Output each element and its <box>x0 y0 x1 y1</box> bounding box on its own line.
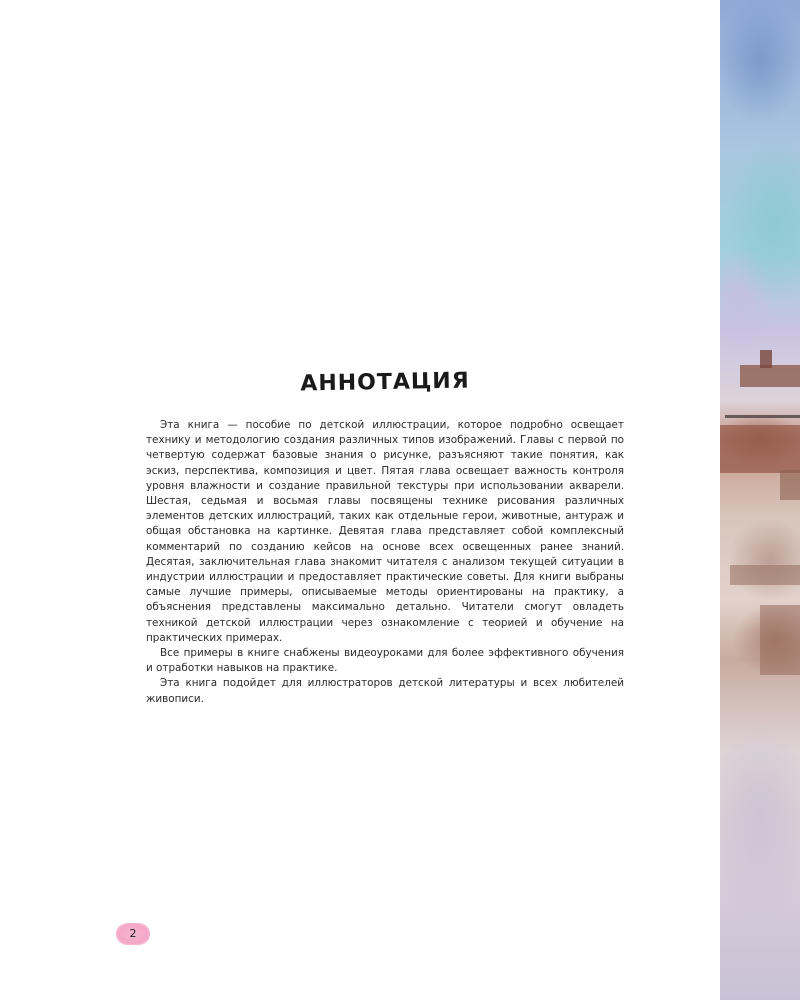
page-number-badge: 2 <box>116 923 150 945</box>
paragraph-videos: Все примеры в книге снабжены видеоуроками для более эффективного обучения и отработки навыков на практике. <box>146 647 624 675</box>
wall-lower-shape <box>760 605 800 675</box>
roof-shape <box>740 365 800 387</box>
annotation-text <box>146 418 624 707</box>
chimney-shape <box>760 350 772 368</box>
wire-line <box>725 415 800 418</box>
paragraph-audience: Эта книга подойдет для иллюстраторов детской литературы и всех любителей живописи. <box>146 677 624 705</box>
paragraph-main: Эта книга — пособие по детской иллюстрации, которое подробно освещает технику и методологию создания различных типов изображений. Главы с первой по четвертую содержат базовые знания о рисунке, разъясняют такие понятия, как эскиз, перспектива, композиция и цвет. Пятая глава освещает важность контроля уровня влажности и создание правильной текстуры при использовании акварели. Шестая, седьмая и восьмая главы посвящены технике рисования различных элементов детских иллюстраций, таких как отдельные герои, животные, антураж и общая обстановка на картинке. Девятая глава представляет собой комплексный комментарий по созданию кейсов на основе всех освещенных ранее знаний. Десятая, заключительная глава знакомит читателя с анализом текущей ситуации в индустрии иллюстрации и предоставляет практические советы. Для книги выбраны самые лучшие примеры, описываемые методы ориентированы на практику, а объяснения представлены максимально детально. Читатели смогут овладеть техникой детской иллюстрации через ознакомление с теорией и обучение на практических примерах. <box>146 419 624 644</box>
building-shape <box>720 425 800 473</box>
wall-shape <box>730 565 800 585</box>
page-title: АННОТАЦИЯ <box>300 368 470 397</box>
watercolor-illustration-strip <box>720 0 800 1000</box>
building-edge-shape <box>780 470 800 500</box>
